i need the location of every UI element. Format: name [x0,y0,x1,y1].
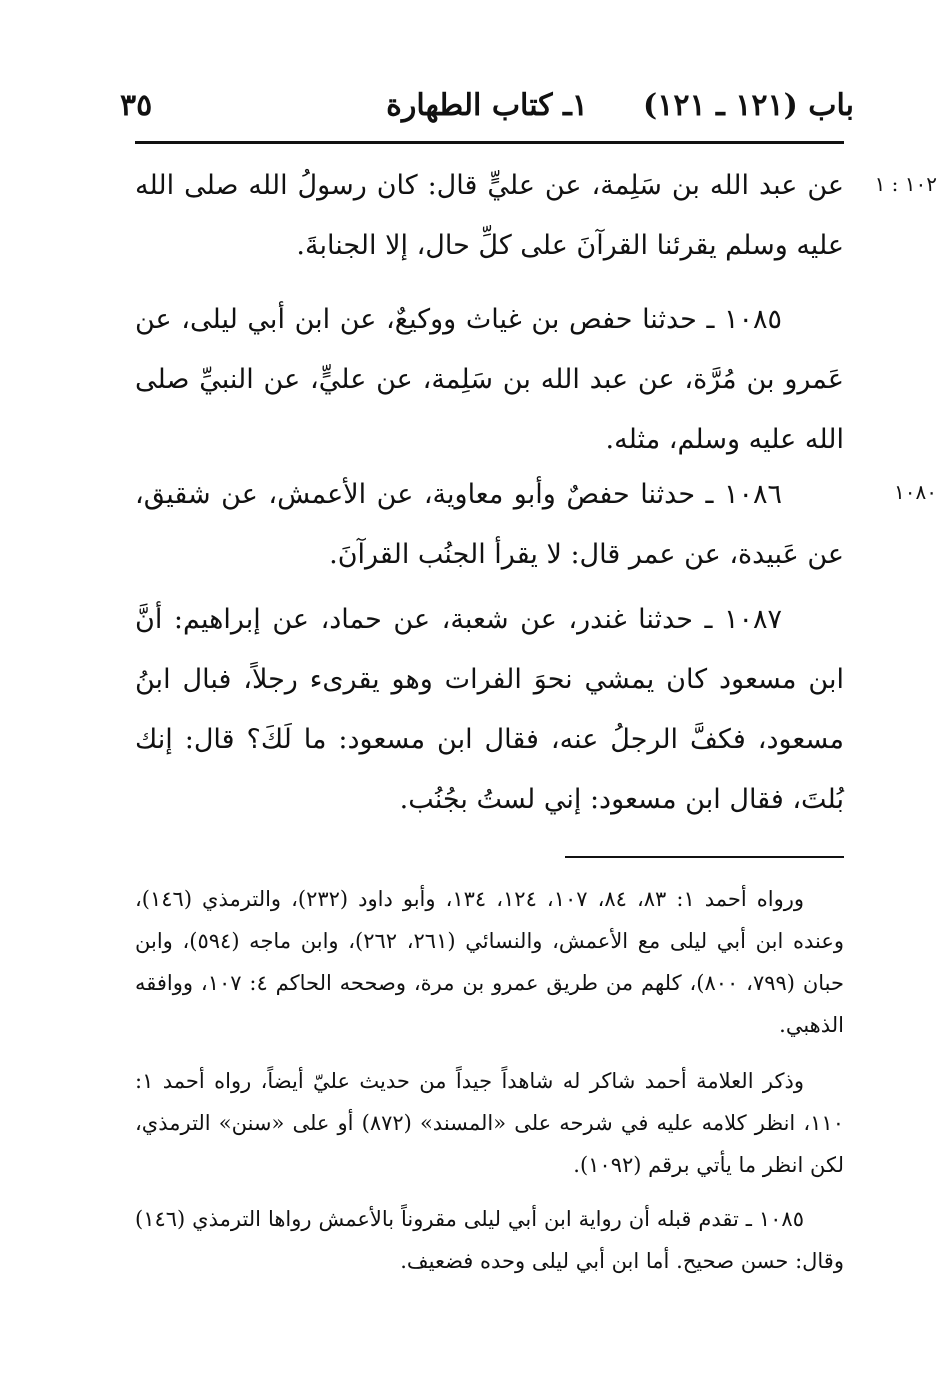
running-header [120,80,854,130]
margin-reference: ١٠٨٠ [894,480,937,504]
paragraph-text: ١٠٨٦ ـ حدثنا حفصٌ وأبو معاوية، عن الأعمش، عن شقيق، عن عَبيدة، عن عمر قال: لا يقرأ الجنُب القرآنَ. [135,479,844,570]
footnote-text: ١٠٨٥ ـ تقدم قبله أن رواية ابن أبي ليلى مقروناً بالأعمش رواها الترمذي (١٤٦) وقال: حسن صحيح. أما ابن أبي ليلى وحده فضعيف. [135,1207,844,1273]
section-heading: باب (١٢١ ـ ١٢١) [643,87,854,123]
header-divider [135,141,844,144]
footnote-1 [135,878,844,1046]
paragraph-text: عن عبد الله بن سَلِمة، عن عليٍّ قال: كان رسولُ الله صلى الله عليه وسلم يقرئنا القرآنَ على كلِّ حال، إلا الجنابةَ. [135,170,844,261]
footnote-2 [135,1060,844,1186]
paragraph-text: ١٠٨٥ ـ حدثنا حفص بن غياث ووكيعٌ، عن ابن أبي ليلى، عن عَمرو بن مُرَّة، عن عبد الله بن سَلِمة، عن عليٍّ، عن النبيِّ صلى الله عليه وسلم، مثله. [135,304,844,455]
footnote-text: وذكر العلامة أحمد شاكر له شاهداً جيداً من حديث عليّ أيضاً، رواه أحمد ١: ١١٠، انظر كلامه عليه في شرحه على «المسند» (٨٧٢) أو على «سنن» الترمذي، لكن انظر ما يأتي برقم (١٠٩٢). [135,1069,844,1177]
margin-reference: ١٠٢ : ١ [874,172,937,196]
hadith-1087 [135,590,844,830]
hadith-1086 [135,465,844,585]
page-number: ٣٥ [120,87,153,123]
hadith-continuation [135,156,844,276]
footnote-text: ورواه أحمد ١: ٨٣، ٨٤، ١٠٧، ١٢٤، ١٣٤، وأبو داود (٢٣٢)، والترمذي (١٤٦)، وعنده ابن أبي ليلى مع الأعمش، والنسائي (٢٦١، ٢٦٢)، وابن ماجه (٥٩٤)، وابن حبان (٧٩٩، ٨٠٠)، كلهم من طريق عمرو بن مرة، وصححه الحاكم ٤: ١٠٧، ووافقه الذهبي. [135,887,845,1037]
hadith-1085 [135,290,844,470]
footnote-3 [135,1198,844,1282]
chapter-title: ١ـ كتاب الطهارة [386,87,588,123]
paragraph-text: ١٠٨٧ ـ حدثنا غندر، عن شعبة، عن حماد، عن إبراهيم: أنَّ ابن مسعود كان يمشي نحوَ الفرات وهو يقرىء رجلاً، فبال ابنُ مسعود، فكفَّ الرجلُ عنه، فقال ابن مسعود: ما لَكَ؟ قال: إنك بُلتَ، فقال ابن مسعود: إني لستُ بجُنُب. [135,604,844,815]
footnote-divider [565,856,844,858]
